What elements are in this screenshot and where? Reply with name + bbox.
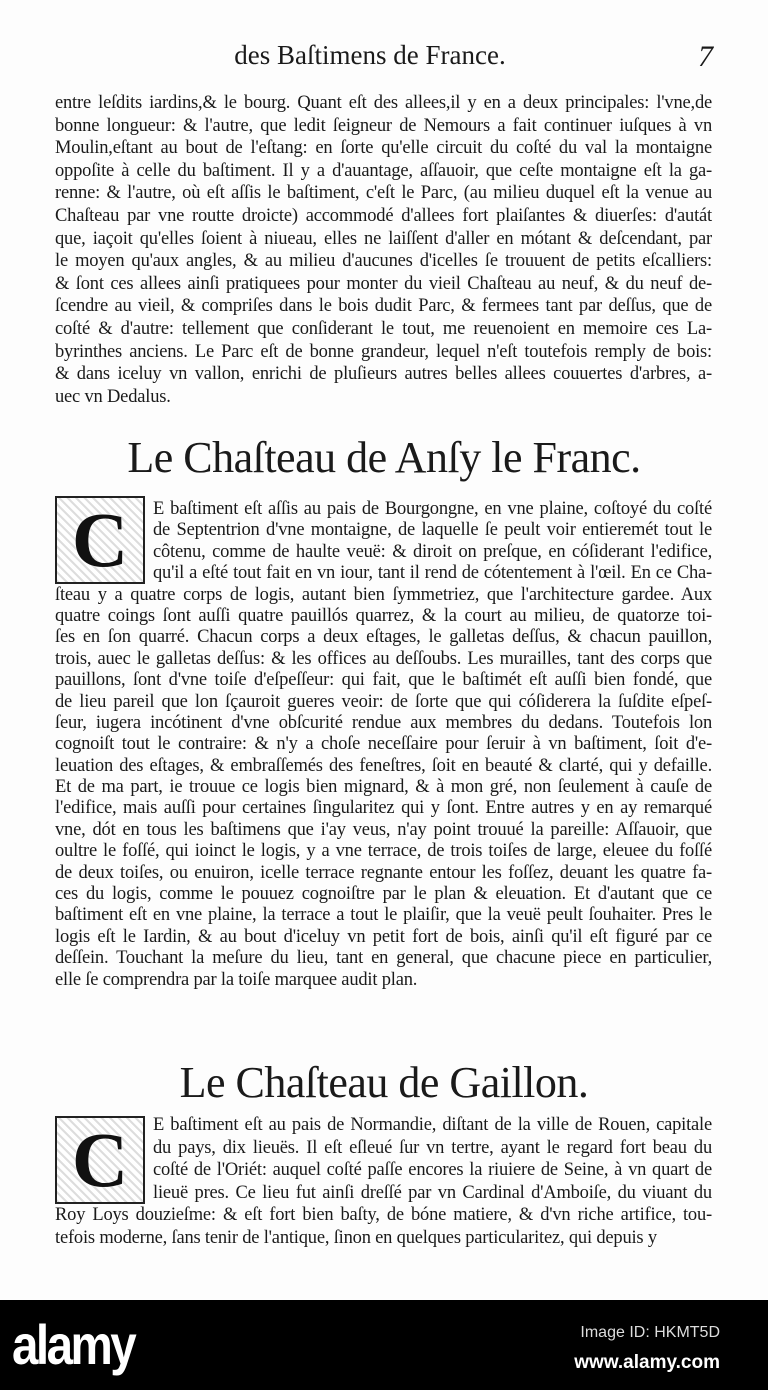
text-line: entre leſdits iardins,& le bourg. Quant eſt des allees,il y en a deux principales: l'vne,de <box>55 93 712 113</box>
text-line: bonne longueur: & l'autre, que ledit ſeigneur de Nemours a fait continuer iuſques à vn <box>55 115 712 136</box>
image-id: Image ID: HKMT5D <box>580 1324 720 1341</box>
text-line: ſeur, iugera incótinent d'vne obſcurité rendue aux membres du dedans. Toutefois lon <box>55 712 712 733</box>
text-line: leuation des eſtages, & embraſſemés des feneſtres, ſoit en beauté & clarté, qui y defaille. <box>55 755 712 776</box>
dropcap-letter: C <box>71 496 129 583</box>
text-line: Chaſteau par vne routte droicte) accommodé d'allees fort plaiſantes & diuerſes: d'autát <box>55 205 712 226</box>
text-line: & dans iceluy vn vallon, enrichi de pluſieurs autres belles allees couuertes d'arbres, a- <box>55 364 712 385</box>
text-line: de Septentrion d'vne montaigne, de laquelle ſe peult voir entieremét tout le <box>153 520 712 541</box>
text-line: E baſtiment eſt aſſis au pais de Bourgongne, en vne plaine, coſtoyé du coſté <box>153 499 712 519</box>
text-line: l'edifice, mais auſſi pour certaines ſingularitez qui y ſont. Entre autres y en ay remarqué <box>55 798 712 819</box>
text-line: baſtiment eſt en vne plaine, la terrace a tout le plaiſir, que la veuë peult ſouhaiter. Pres le <box>55 905 712 926</box>
text-line: tefois moderne, ſans tenir de l'antique, ſinon en quelques particularitez, qui depuis y <box>55 1227 657 1248</box>
text-line: pauillons, ſont d'vne toiſe d'eſpeſſeur: qui fait, que le baſtimét eſt auſſi bien fondé, que <box>55 670 712 691</box>
text-line: logis eſt le Iardin, & au bout d'iceluy vn petit fort de bois, ainſi qu'il eſt figuré par ce <box>55 926 712 947</box>
text-line: qu'il a eſté tout fait en vn iour, tant il rend de cótentement à l'œil. En ce Cha- <box>153 563 712 584</box>
text-line: byrinthes anciens. Le Parc eſt de bonne grandeur, lequel n'eſt toutefois remply de bois: <box>55 341 712 362</box>
alamy-logo: alamy <box>12 1313 135 1376</box>
text-line: trois, auec le galletas deſſus: & les offices au deſſoubs. Les murailles, tant des corps que <box>55 648 712 669</box>
text-line: du pays, dix lieuës. Il eſt eſleué ſur vn tertre, ayant le regard fort beau du <box>153 1137 712 1158</box>
text-line: ces du logis, comme le pouuez cognoiſtre par le plan & eleuation. Et d'autant que ce <box>55 884 712 905</box>
site-url: www.alamy.com <box>574 1352 720 1373</box>
text-line: côtenu, comme de haulte veuë: & diroit on preſque, en cóſiderant l'edifice, <box>153 541 712 562</box>
section-title-ansy-le-franc: Le Chaſteau de Anſy le Franc. <box>127 433 641 482</box>
text-line: ſcendre au vieil, & compriſes dans le bois dudit Parc, & fermees tant par deſſus, que de <box>55 296 712 317</box>
text-line: & ſont ces allees ainſi pratiquees pour monter du vieil Chaſteau au neuf, & du neuf de- <box>55 273 712 294</box>
text-line: que, iaçoit qu'elles ſoient à niueau, elles ne laiſſent d'aller en mótant & deſcendant, par <box>55 228 712 249</box>
text-line: Roy Loys douzieſme: & eſt fort bien baſty, de bóne matiere, & d'vn riche artifice, tou- <box>55 1205 712 1226</box>
text-line: cognoiſt tout le contraire: & n'y a choſe neceſſaire pour ſeruir à vn baſtiment, ſoit d'e- <box>55 734 712 755</box>
paragraph-ansy-le-franc <box>55 499 712 991</box>
text-line: oppoſite à celle du baſtiment. Il y a d'auantage, aſſauoir, que ceſte montaigne eſt la ga- <box>55 160 712 181</box>
dropcap-letter: C <box>71 1116 129 1203</box>
text-line: elle ſe comprendra par la toiſe marquee audit plan. <box>55 969 418 990</box>
text-line: de lieu pareil que lon ſçauroit gueres veoir: de ſorte que qui cóſiderera la ſuſdite eſpeſ- <box>55 691 712 712</box>
watermark-banner <box>0 1300 768 1390</box>
text-line: renne: & l'autre, où eſt aſſis le baſtiment, c'eſt le Parc, (au milieu duquel eſt la venue au <box>55 183 712 204</box>
running-title: des Baſtimens de France. <box>234 40 506 70</box>
text-line: Et de ma part, ie trouue ce logis bien mignard, & à mon gré, non ſeulement à cauſe de <box>55 777 712 798</box>
paragraph-continued <box>55 92 712 408</box>
text-line: uec vn Dedalus. <box>55 386 171 407</box>
paragraph-gaillon <box>55 1114 712 1250</box>
text-line: ſteau y a quatre corps de logis, autant bien ſymmetriez, que l'architecture gardee. Aux <box>55 584 712 605</box>
text-line: deſſein. Touchant la meſure du lieu, tant en general, que chacune piece en particulier, <box>55 948 712 969</box>
text-line: coſté de l'Oriét: auquel coſté paſſe encores la riuiere de Seine, à vn quart de <box>153 1160 712 1181</box>
text-line: ſes en ſon quarré. Chacun corps a deux eſtages, le galletas deſſus, & chacun pauillon, <box>55 627 712 648</box>
text-line: quatre coings ſont auſſi quatre pauillós quarrez, & la court au milieu, de quatorze toi- <box>55 605 712 626</box>
page-number: 7 <box>698 40 713 73</box>
text-line: de deux toiſes, ou enuiron, icelle terrace regnante entour les foſſez, deuant les quatre fa- <box>55 862 712 883</box>
text-line: vne, dót en tous les baſtimens que i'ay veus, n'ay point trouué la pareille: Aſſauoir, que <box>55 819 712 840</box>
text-line: lieuë pres. Ce lieu fut ainſi dreſſé par vn Cardinal d'Amboiſe, du viuant du <box>153 1182 712 1203</box>
section-title-gaillon: Le Chaſteau de Gaillon. <box>179 1058 589 1107</box>
text-line: oultre le foſſé, qui ioinct le logis, y a vne terrace, de trois toiſes de large, eleuee du foſſé <box>55 841 712 862</box>
text-line: coſté & d'autre: tellement que conſiderant le tout, me reuenoient en memoire ces La- <box>55 318 712 339</box>
text-line: Moulin,eſtant au bout de l'eſtang: en ſorte qu'elle circuit du coſté du val la montaigne <box>55 138 712 159</box>
text-line: le moyen qu'aux angles, & au milieu d'aucunes d'icelles ſe trouuent de petits eſcalliers: <box>55 251 712 272</box>
text-line: E baſtiment eſt au pais de Normandie, diſtant de la ville de Rouen, capitale <box>153 1115 712 1135</box>
